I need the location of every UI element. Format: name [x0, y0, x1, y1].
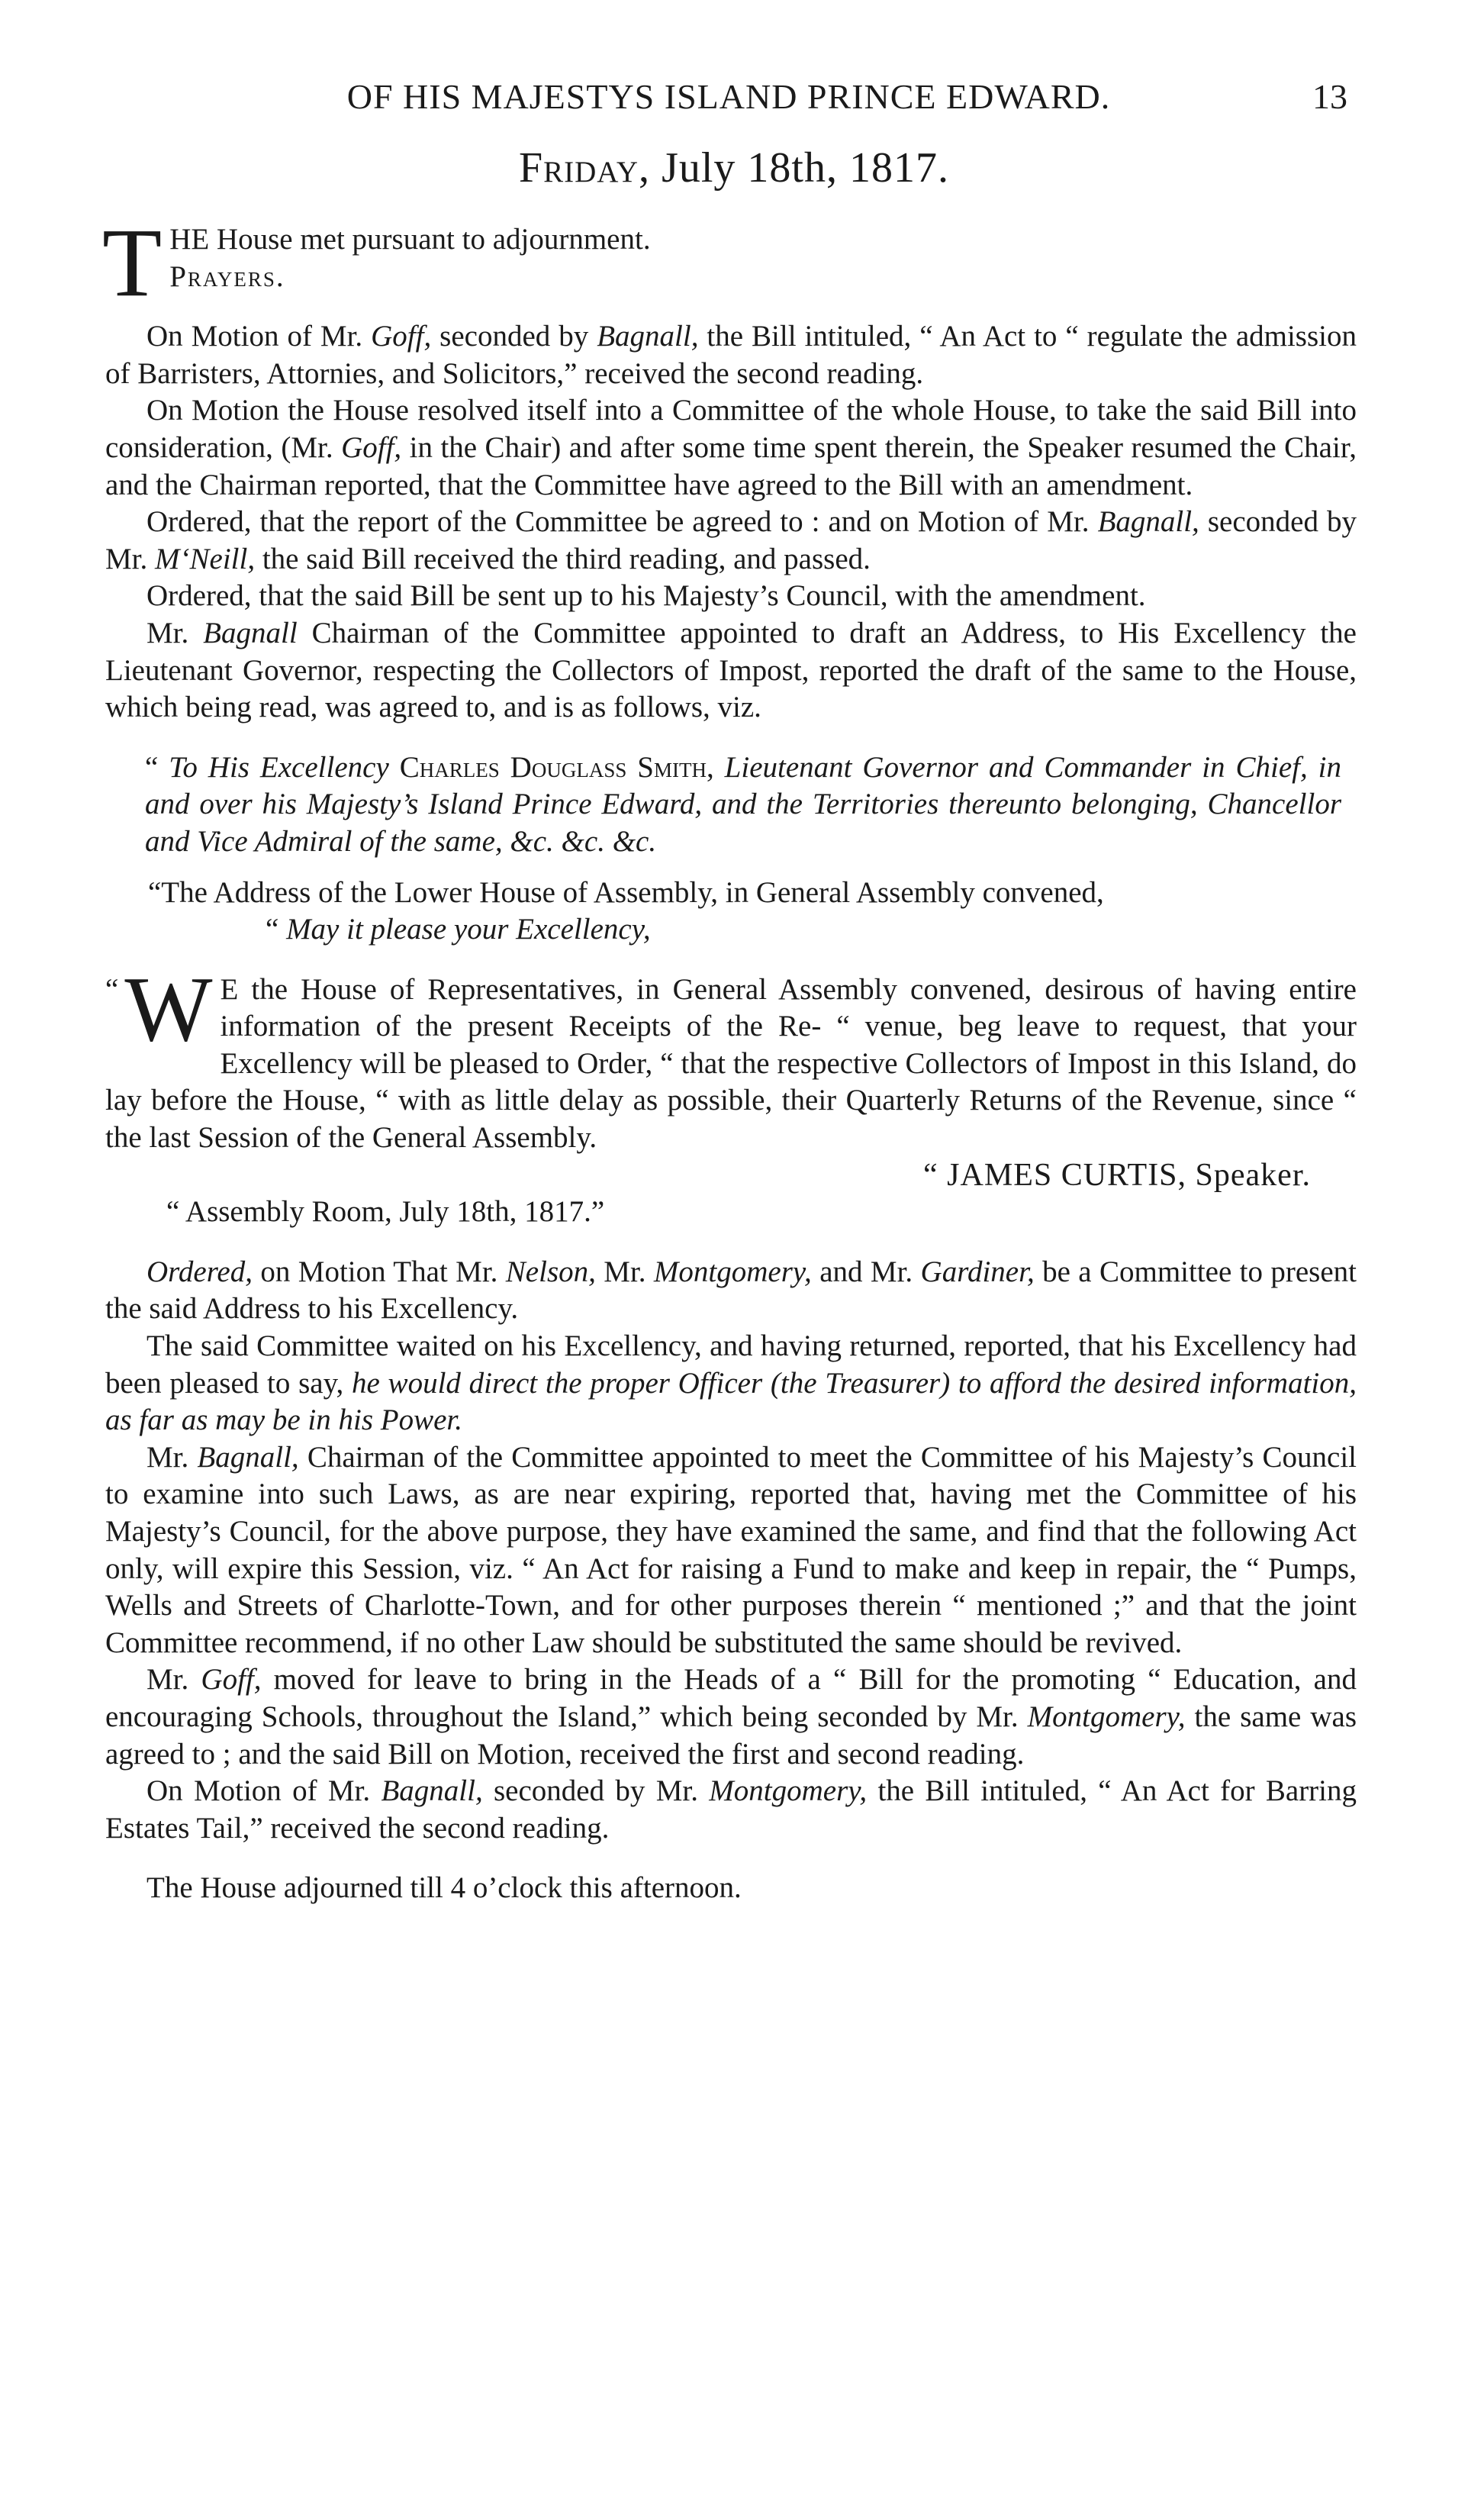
- opening-quote: “: [105, 972, 119, 1006]
- paragraph-second-reading: [105, 318, 1357, 392]
- text-run: On Motion of Mr.: [146, 1774, 381, 1808]
- name-montgomery: Montgomery,: [709, 1774, 868, 1808]
- journal-body: [102, 208, 1357, 1907]
- drop-cap-t: T: [102, 208, 163, 317]
- text-run: in the Chair) and after some time spent therein, the Speaker resumed the Chair, and the Chairman reported, that the Committee have agreed to the Bill with an amendment.: [105, 430, 1357, 501]
- recipient-name: Charles Douglass Smith,: [388, 750, 725, 784]
- text-run: On Motion the House resolved itself into a Committee of the whole House, to take the said Bill into consideration, (Mr.: [105, 394, 1357, 464]
- drop-cap-w: W: [124, 957, 213, 1061]
- paragraph-excellency-reply: [105, 1328, 1357, 1439]
- address-place-date: “ Assembly Room, July 18th, 1817.”: [166, 1195, 605, 1229]
- text-run: the same was agreed to ; and the said Bill on Motion, received the first and second reading.: [105, 1700, 1357, 1771]
- text-run: on Motion That Mr.: [253, 1255, 506, 1288]
- text-run: Mr.: [146, 1440, 198, 1474]
- paragraph-committee: [105, 392, 1357, 504]
- text-run: and Mr.: [811, 1255, 921, 1288]
- text-run: The said Committee waited on his Excellency, and having returned, reported, that his Excellency had been pleased to say,: [105, 1329, 1357, 1400]
- recipient-titles: Lieutenant Governor and Commander in Chief, in and over his Majesty’s Island Prince Edward, and the Territories thereunto belonging, Chancellor and Vice Admiral of the same, &c. &c. &c.: [145, 750, 1341, 858]
- address-recipient: [105, 749, 1357, 861]
- name-bagnall: Bagnall,: [381, 1774, 483, 1808]
- text-run: “: [145, 750, 169, 784]
- reply-text: he would direct the proper Officer (the Treasurer) to afford the desired information, as far as may be in his Power.: [105, 1366, 1357, 1437]
- prayers-heading: Prayers.: [169, 259, 285, 293]
- text-run: be a Committee to present the said Address to his Excellency.: [105, 1255, 1357, 1326]
- name-nelson: Nelson,: [505, 1255, 596, 1288]
- name-goff: Goff,: [341, 430, 402, 464]
- name-bagnall: Bagnall: [203, 616, 298, 649]
- opening-line: HE House met pursuant to adjournment.: [169, 223, 651, 256]
- text-run: moved for leave to bring in the Heads of a “ Bill for the promoting “ Education, and encouraging Schools, throughout the Island,” which being seconded by Mr.: [105, 1663, 1357, 1733]
- text-run: seconded by: [431, 320, 597, 353]
- name-bagnall: Bagnall,: [1097, 505, 1199, 539]
- session-date: [0, 143, 1468, 192]
- name-bagnall: Bagnall,: [197, 1440, 299, 1474]
- text-run: On Motion of Mr.: [146, 320, 372, 353]
- text-run: “: [266, 913, 287, 946]
- text-run: Mr.: [595, 1255, 654, 1288]
- name-goff: Goff,: [371, 320, 432, 353]
- page-header: [0, 76, 1468, 122]
- text-run: Chairman of the Committee appointed to meet the Committee of his Majesty’s Council to examine into such Laws, as are near expiring, reported that, having met the Committee of his Majesty’s Council, for the above purpose, they have examined the same, and find that the following Act only, will expire this Session, viz. “ An Act for raising a Fund to make and keep in repair, the “ Pumps, Wells and Streets of Charlotte-Town, and for other purposes therein “ mentioned ;” and that the joint Committee recommend, if no other Law should be substituted the same should be revived.: [105, 1440, 1357, 1659]
- text-run: seconded by Mr.: [105, 505, 1357, 575]
- speaker-signature: “ JAMES CURTIS, Speaker.: [923, 1157, 1311, 1193]
- text-run: the Bill intituled, “ An Act to “ regulate the admission of Barristers, Attornies, and Solicitors,” received the second reading.: [105, 320, 1357, 390]
- date-day: Friday,: [519, 144, 651, 192]
- text-run: Chairman of the Committee appointed to draft an Address, to His Excellency the Lieutenant Governor, respecting the Collectors of Impost, reported the draft of the same to the House, which being read, was agreed to, and is as follows, viz.: [105, 616, 1357, 724]
- paragraph-education-bill: [105, 1661, 1357, 1773]
- salutation-text: May it please your Excellency,: [286, 913, 651, 946]
- date-rest: July 18th, 1817.: [662, 144, 949, 192]
- opening-entry: [102, 208, 1357, 317]
- paragraph-address-report: [105, 615, 1357, 727]
- text-italic: To His Excellency: [169, 750, 389, 784]
- name-montgomery: Montgomery,: [1027, 1700, 1186, 1733]
- paragraph-third-reading: [105, 504, 1357, 578]
- text-run: the said Bill received the third reading, and passed.: [255, 542, 871, 575]
- address-from: “The Address of the Lower House of Assembly, in General Assembly convened,: [148, 875, 1104, 909]
- address-body: [105, 957, 1357, 1157]
- text-ordered: Ordered,: [146, 1255, 253, 1288]
- name-goff: Goff,: [201, 1663, 262, 1697]
- name-gardiner: Gardiner,: [920, 1255, 1035, 1288]
- paragraph-estates-tail: [105, 1773, 1357, 1847]
- paragraph-committee-appointed: [105, 1254, 1357, 1328]
- paragraph-sent-to-council: Ordered, that the said Bill be sent up to his Majesty’s Council, with the amendment.: [146, 579, 1146, 613]
- name-mneill: M‘Neill,: [155, 542, 256, 575]
- paragraph-expiring-laws: [105, 1439, 1357, 1662]
- text-run: seconded by Mr.: [482, 1774, 710, 1808]
- text-run: the Bill intituled, “ An Act for Barring Estates Tail,” received the second reading.: [105, 1774, 1357, 1845]
- text-run: Mr.: [146, 1663, 201, 1697]
- address-text: E the House of Representatives, in General Assembly convened, desirous of having entire information of the present Receipts of the Re- “ venue, beg leave to request, that your Excellency will be pleased to Order, “ that the respective Collectors of Impost in this Island, do lay before the House, “ with as little delay as possible, their Quarterly Returns of the Revenue, since “ the last Session of the General Assembly.: [105, 972, 1357, 1155]
- paragraph-adjournment: The House adjourned till 4 o’clock this afternoon.: [146, 1871, 742, 1905]
- name-montgomery: Montgomery,: [653, 1255, 812, 1288]
- page-number: 13: [1312, 77, 1347, 116]
- text-run: Ordered, that the report of the Committee be agreed to : and on Motion of Mr.: [146, 505, 1098, 539]
- name-bagnall: Bagnall,: [597, 320, 699, 353]
- text-run: Mr.: [146, 616, 204, 649]
- address-salutation: [105, 911, 1357, 949]
- running-title: OF HIS MAJESTYS ISLAND PRINCE EDWARD.: [346, 77, 1111, 116]
